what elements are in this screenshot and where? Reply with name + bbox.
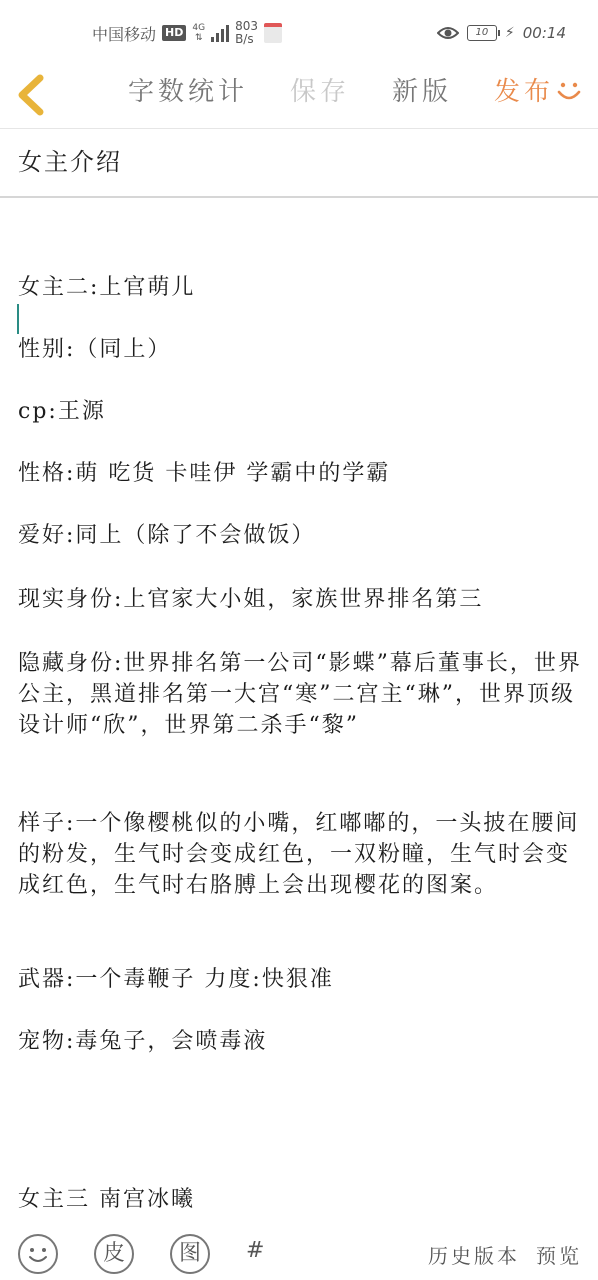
- network-type-label: 4G: [192, 23, 206, 33]
- bottom-toolbar: [0, 1224, 598, 1280]
- body-editor[interactable]: [0, 198, 598, 1220]
- back-button[interactable]: [14, 72, 54, 118]
- status-right: [437, 24, 566, 42]
- preview-button[interactable]: 预览: [536, 1244, 582, 1268]
- status-left: [92, 20, 282, 46]
- body-line: 样子:一个像樱桃似的小嘴，红嘟嘟的，一头披在腰间的粉发，生气时会变成红色，一双粉瞳，生气时会变成红色，生气时右胳膊上会出现樱花的图案。: [18, 811, 580, 898]
- eye-comfort-icon: [437, 25, 459, 41]
- new-version-button[interactable]: 新版: [392, 77, 453, 107]
- status-bar: [0, 0, 598, 64]
- back-arrow-icon: [14, 72, 54, 118]
- battery-icon: [467, 25, 497, 41]
- body-line: cp:王源: [18, 399, 106, 424]
- body-line: 隐藏身份:世界排名第一公司“影蝶”幕后董事长，世界公主，黑道排名第一大宫“寒”二宫主“琳”，世界顶级设计师“欣”，世界第二杀手“黎”: [18, 651, 582, 738]
- clock: 00:14: [522, 24, 566, 42]
- network-type: [192, 23, 205, 43]
- save-button[interactable]: 保存: [290, 77, 351, 107]
- insert-image-button[interactable]: 图: [170, 1234, 210, 1274]
- text-cursor: [17, 304, 19, 334]
- chapter-title-field[interactable]: [0, 129, 598, 198]
- carrier-name: 中国移动: [92, 24, 157, 44]
- smile-icon: [556, 78, 582, 104]
- body-line: 宠物:毒兔子，会喷毒液: [18, 1029, 268, 1054]
- net-speed: [235, 20, 258, 46]
- hashtag-button[interactable]: #: [246, 1238, 265, 1263]
- editor-toolbar: [0, 64, 598, 129]
- publish-button[interactable]: 发布: [494, 77, 555, 107]
- battery-level: 10: [475, 27, 489, 38]
- body-line: 性格:萌 吃货 卡哇伊 学霸中的学霸: [18, 461, 391, 486]
- charging-icon: ⚡: [504, 25, 515, 41]
- app-notification-icon: [264, 23, 282, 43]
- skin-button[interactable]: 皮: [94, 1234, 134, 1274]
- hd-badge: HD: [162, 25, 186, 41]
- data-arrows-icon: ⇅: [194, 33, 203, 43]
- emoji-icon: [20, 1236, 56, 1272]
- body-line: 性别:（同上）: [18, 337, 172, 362]
- signal-icon: [211, 24, 229, 42]
- chapter-title: 女主介绍: [18, 148, 122, 176]
- body-line: 女主二:上官萌儿: [18, 275, 196, 300]
- word-count-button[interactable]: 字数统计: [128, 77, 249, 107]
- history-versions-button[interactable]: 历史版本: [428, 1244, 520, 1268]
- body-line: 武器:一个毒鞭子 力度:快狠准: [18, 967, 334, 992]
- net-speed-unit: B/s: [235, 32, 254, 46]
- body-line: 现实身份:上官家大小姐，家族世界排名第三: [18, 587, 484, 612]
- emoji-button[interactable]: [18, 1234, 58, 1274]
- net-speed-value: 803: [235, 19, 258, 33]
- body-line: 爱好:同上（除了不会做饭）: [18, 523, 316, 548]
- body-line: 女主三 南宫冰曦: [18, 1187, 195, 1212]
